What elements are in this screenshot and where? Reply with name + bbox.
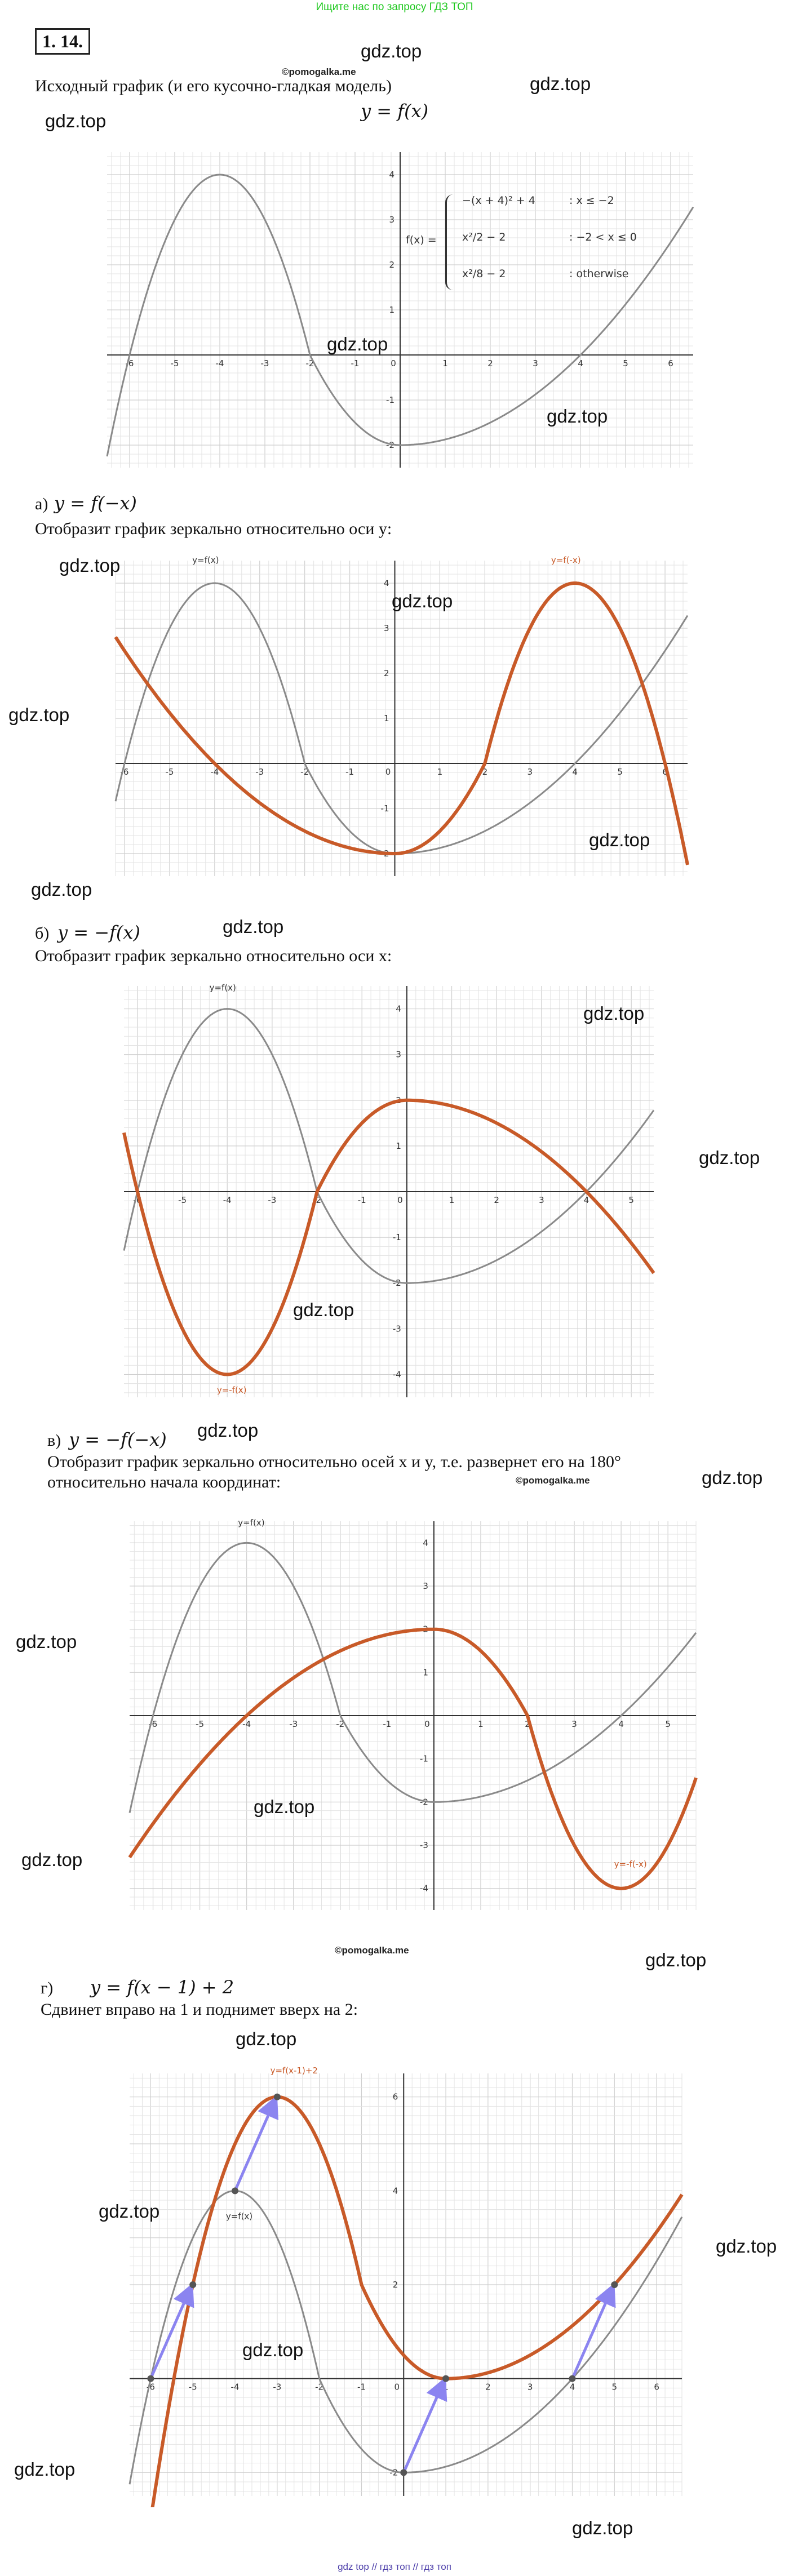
- x-tick-label: 0: [391, 358, 396, 368]
- data-point: [442, 2375, 449, 2382]
- x-tick-label: -6: [125, 358, 134, 368]
- y-tick-label: -4: [419, 1883, 428, 1894]
- x-tick-label: -2: [336, 1719, 345, 1729]
- x-tick-label: -2: [305, 358, 314, 368]
- original-formula: y = f(x): [361, 100, 429, 122]
- x-tick-label: 0: [385, 767, 391, 777]
- x-tick-label: -2: [313, 1195, 322, 1205]
- chart-g: [118, 2062, 693, 2507]
- y-tick-label: -1: [386, 395, 394, 405]
- y-tick-label: 1: [423, 1667, 428, 1678]
- section-b-caption: Отобразит график зеркально относительно оси x:: [35, 947, 392, 965]
- x-tick-label: -3: [289, 1719, 298, 1729]
- gdz-watermark: gdz.top: [14, 2459, 76, 2480]
- series-label: y=f(-x): [551, 555, 581, 565]
- section-a-letter: а): [35, 495, 48, 513]
- y-tick-label: 4: [392, 2186, 398, 2196]
- section-v-formula: y = −f(−x): [69, 1429, 167, 1450]
- x-tick-label: 4: [578, 358, 583, 368]
- x-tick-label: 2: [485, 2382, 491, 2392]
- x-tick-label: 3: [527, 767, 533, 777]
- y-tick-label: -1: [419, 1753, 428, 1764]
- gdz-watermark: gdz.top: [99, 2201, 160, 2222]
- y-tick-label: 2: [392, 2280, 398, 2290]
- x-tick-label: 4: [618, 1719, 624, 1729]
- series-label: y=f(x): [209, 983, 236, 993]
- x-tick-label: 0: [394, 2382, 400, 2392]
- gdz-watermark: gdz.top: [16, 1631, 77, 1652]
- gdz-watermark: gdz.top: [31, 879, 92, 900]
- y-tick-label: -2: [386, 440, 394, 450]
- series-label: y=-f(-x): [614, 1859, 647, 1869]
- x-tick-label: 0: [424, 1719, 430, 1729]
- gdz-watermark: gdz.top: [236, 2028, 297, 2049]
- x-tick-label: 6: [654, 2382, 659, 2392]
- y-tick-label: 4: [423, 1538, 428, 1548]
- x-tick-label: 4: [569, 2382, 575, 2392]
- y-tick-label: 1: [389, 305, 394, 315]
- series-line-original: [130, 2191, 682, 2484]
- x-tick-label: -5: [178, 1195, 187, 1205]
- x-tick-label: -6: [120, 767, 129, 777]
- x-tick-label: -5: [170, 358, 179, 368]
- x-tick-label: 4: [583, 1195, 589, 1205]
- gdz-watermark: gdz.top: [699, 1147, 760, 1168]
- piecewise-brace: [445, 194, 457, 290]
- piecewise-case-2-expr: x²/2 − 2: [462, 231, 506, 243]
- x-tick-label: -2: [315, 2382, 324, 2392]
- x-tick-label: 3: [571, 1719, 577, 1729]
- y-tick-label: -2: [392, 1278, 401, 1289]
- gdz-watermark: gdz.top: [242, 2339, 304, 2360]
- series-label: y=f(x): [192, 555, 219, 565]
- grid: [130, 2073, 682, 2496]
- data-point: [147, 2375, 154, 2382]
- x-tick-label: 5: [628, 1195, 634, 1205]
- piecewise-case-2-cond: : −2 < x ≤ 0: [569, 231, 637, 243]
- x-tick-label: -4: [223, 1195, 232, 1205]
- gdz-watermark: gdz.top: [293, 1299, 354, 1320]
- x-tick-label: 1: [449, 1195, 455, 1205]
- x-tick-label: 5: [617, 767, 623, 777]
- series-label: y=f(x-1)+2: [270, 2066, 318, 2076]
- data-point: [274, 2094, 281, 2100]
- gdz-watermark: gdz.top: [21, 1849, 83, 1870]
- y-tick-label: 3: [396, 1049, 401, 1060]
- data-point: [400, 2469, 407, 2476]
- gdz-watermark: gdz.top: [530, 73, 591, 94]
- x-tick-label: 2: [482, 767, 488, 777]
- x-tick-label: -4: [242, 1719, 251, 1729]
- section-b-letter: б): [35, 924, 50, 943]
- y-tick-label: -2: [380, 849, 389, 859]
- data-point: [569, 2375, 575, 2382]
- gdz-watermark: gdz.top: [8, 704, 70, 725]
- x-tick-label: -3: [260, 358, 269, 368]
- y-tick-label: 4: [383, 578, 389, 588]
- y-tick-label: 3: [383, 623, 389, 633]
- x-tick-label: -1: [351, 358, 360, 368]
- gdz-watermark: gdz.top: [223, 916, 284, 937]
- exercise-number: 1. 14.: [35, 28, 90, 55]
- section-v-caption-line1: Отобразит график зеркально относительно осей x и y, т.е. развернет его на 180°: [47, 1453, 622, 1471]
- x-tick-label: -1: [357, 1195, 366, 1205]
- x-tick-label: 2: [525, 1719, 530, 1729]
- gdz-watermark: gdz.top: [327, 334, 388, 354]
- y-tick-label: 1: [396, 1140, 401, 1151]
- section-g-letter: г): [41, 1979, 54, 1997]
- gdz-watermark: gdz.top: [589, 829, 650, 850]
- x-tick-label: -2: [300, 767, 309, 777]
- data-point: [189, 2281, 196, 2288]
- x-tick-label: 6: [668, 358, 673, 368]
- x-tick-label: 2: [494, 1195, 499, 1205]
- chart-v: [118, 1510, 707, 1921]
- pomogalka-watermark: ©pomogalka.me: [516, 1475, 590, 1486]
- x-tick-label: 5: [665, 1719, 671, 1729]
- x-tick-label: -1: [383, 1719, 392, 1729]
- gdz-watermark: gdz.top: [392, 590, 453, 611]
- x-tick-label: -5: [196, 1719, 205, 1729]
- x-tick-label: -3: [255, 767, 264, 777]
- series-label: y=-f(x): [216, 1384, 247, 1395]
- x-tick-label: 3: [527, 2382, 533, 2392]
- section-v-letter: в): [47, 1431, 61, 1450]
- section-b-formula: y = −f(x): [57, 922, 140, 943]
- x-tick-label: 4: [572, 767, 578, 777]
- x-tick-label: 1: [478, 1719, 484, 1729]
- y-tick-label: 2: [423, 1624, 428, 1635]
- x-tick-label: 1: [443, 2382, 449, 2392]
- y-tick-label: 6: [392, 2091, 398, 2102]
- footer-links[interactable]: gdz top // гдз топ // гдз топ: [338, 2561, 451, 2572]
- x-tick-label: -5: [188, 2382, 197, 2392]
- section-a-formula: y = f(−x): [54, 492, 137, 514]
- x-tick-label: 6: [662, 767, 668, 777]
- y-tick-label: -2: [419, 1797, 428, 1807]
- x-tick-label: -5: [165, 767, 174, 777]
- x-tick-label: 2: [487, 358, 493, 368]
- gdz-watermark: gdz.top: [361, 41, 422, 61]
- gdz-watermark: gdz.top: [702, 1467, 763, 1488]
- chart-original: [96, 141, 704, 479]
- x-tick-label: 1: [437, 767, 443, 777]
- gdz-watermark: gdz.top: [547, 406, 608, 427]
- piecewise-case-1-cond: : x ≤ −2: [569, 194, 614, 207]
- chart-b: [113, 975, 665, 1409]
- y-tick-label: 2: [389, 260, 394, 270]
- data-point: [232, 2187, 238, 2194]
- y-tick-label: 4: [389, 170, 394, 180]
- series-line-original: [130, 1543, 696, 1813]
- x-tick-label: -1: [357, 2382, 366, 2392]
- data-point: [611, 2281, 618, 2288]
- piecewise-name: f(x) =: [406, 234, 437, 246]
- y-tick-label: 3: [423, 1581, 428, 1591]
- y-tick-label: 2: [396, 1095, 401, 1105]
- x-tick-label: -6: [133, 1195, 142, 1205]
- x-tick-label: -3: [273, 2382, 282, 2392]
- y-tick-label: -1: [380, 803, 389, 814]
- y-tick-label: -1: [392, 1232, 401, 1243]
- section-v-caption-line2: относительно начала координат:: [47, 1473, 281, 1491]
- section-g-formula: y = f(x − 1) + 2: [90, 1977, 234, 1998]
- x-tick-label: -6: [146, 2382, 155, 2392]
- pomogalka-watermark: ©pomogalka.me: [335, 1945, 409, 1956]
- y-tick-label: 4: [396, 1003, 401, 1014]
- x-tick-label: -4: [231, 2382, 240, 2392]
- x-tick-label: 1: [442, 358, 448, 368]
- y-tick-label: 1: [383, 713, 389, 723]
- x-tick-label: -4: [210, 767, 219, 777]
- y-tick-label: -3: [419, 1840, 428, 1850]
- gdz-watermark: gdz.top: [716, 2236, 777, 2257]
- y-tick-label: 3: [389, 215, 394, 225]
- gdz-watermark: gdz.top: [45, 110, 107, 131]
- gdz-watermark: gdz.top: [645, 1949, 707, 1970]
- series-label: y=f(x): [238, 1517, 265, 1528]
- section-g-caption: Сдвинет вправо на 1 и поднимет вверх на 2:: [41, 2000, 358, 2019]
- x-tick-label: -4: [215, 358, 224, 368]
- piecewise-case-1-expr: −(x + 4)² + 4: [462, 194, 535, 207]
- gdz-watermark: gdz.top: [59, 555, 121, 576]
- gdz-watermark: gdz.top: [197, 1420, 259, 1441]
- x-tick-label: 0: [397, 1195, 403, 1205]
- x-tick-label: 3: [533, 358, 538, 368]
- x-tick-label: 5: [611, 2382, 618, 2392]
- pomogalka-watermark: ©pomogalka.me: [282, 66, 356, 77]
- gdz-watermark: gdz.top: [254, 1796, 315, 1817]
- y-tick-label: -3: [392, 1323, 401, 1334]
- x-tick-label: -6: [149, 1719, 158, 1729]
- x-tick-label: -3: [268, 1195, 277, 1205]
- x-tick-label: -1: [345, 767, 354, 777]
- piecewise-case-3-expr: x²/8 − 2: [462, 268, 506, 280]
- y-tick-label: 2: [383, 668, 389, 678]
- piecewise-case-3-cond: : otherwise: [569, 268, 629, 280]
- x-tick-label: 3: [539, 1195, 544, 1205]
- search-hint[interactable]: Ищите нас по запросу ГДЗ ТОП: [316, 1, 473, 13]
- series-line-transformed: [130, 2097, 682, 2507]
- x-tick-label: 5: [623, 358, 628, 368]
- original-caption: Исходный график (и его кусочно-гладкая модель): [35, 77, 392, 95]
- gdz-watermark: gdz.top: [583, 1003, 645, 1024]
- section-a-caption: Отобразит график зеркально относительно оси y:: [35, 519, 392, 538]
- gdz-watermark: gdz.top: [572, 2517, 633, 2538]
- y-tick-label: -2: [389, 2467, 398, 2478]
- series-label: y=f(x): [225, 2211, 253, 2222]
- y-tick-label: -4: [392, 1369, 401, 1380]
